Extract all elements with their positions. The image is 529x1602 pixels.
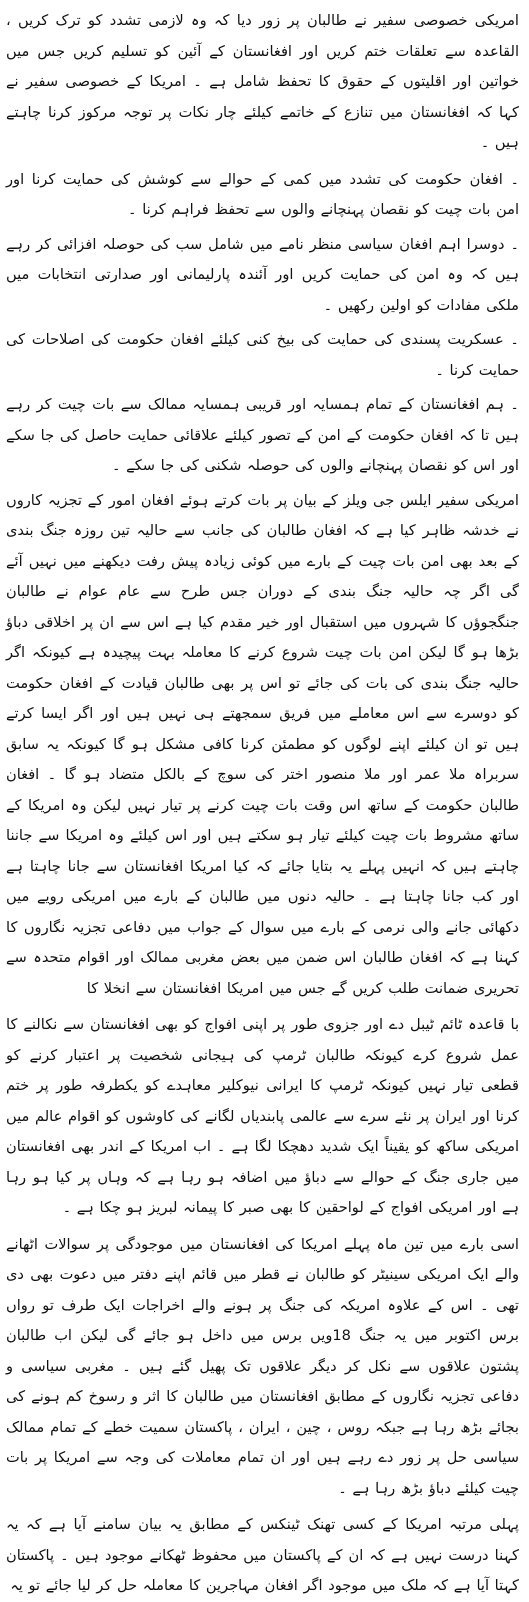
article-paragraph: ۔ عسکریت پسندی کی حمایت کی بیخ کنی کیلئے افغان حکومت کی اصلاحات کی حمایت کرنا ۔ (6, 331, 519, 379)
article-paragraph: با قاعدہ ٹائم ٹیبل دے اور جزوی طور پر اپنی افواج کو بھی افغانستان سے نکالنے کا عمل شروع کرے کیونکہ طالبان ٹرمپ کی ہیجانی شخصیت پر اعتبار کرنے کو قطعی تیار نہیں کیونکہ ٹرمپ کا ایرانی نیوکلیر معاہدے کو یکطرفہ طور پر ختم کرنا اور ایران پر نئے سرے سے عالمی پابندیاں لگانے کی کاوشوں کو اقوام عالم میں امریکی ساکھ کو یقیناً ایک شدید دھچکا لگا ہے ۔ اب امریکا کے اندر بھی افغانستان میں جاری جنگ کے حوالے سے دباؤ میں اضافہ ہو رہا ہے کہ وہاں پر کیا ہو رہا ہے اور امریکی افواج کے لواحقین کا بھی صبر کا پیمانہ لبریز ہو چکا ہے ۔ (6, 1016, 519, 1216)
article-paragraph: ۔ ہم افغانستان کے تمام ہمسایہ اور قریبی ہمسایہ ممالک سے بات چیت کر رہے ہیں تا کہ افغان حکومت کے امن کے تصور کیلئے علاقائی حمایت حاصل کی جا سکے اور اس کو نقصان پہنچانے والوں کی حوصلہ شکنی کی جا سکے ۔ (6, 396, 519, 474)
article-paragraph: ۔ دوسرا اہم افغان سیاسی منظر نامے میں شامل سب کی حوصلہ افزائی کر رہے ہیں کہ وہ امن کی حمایت کریں اور آئندہ پارلیمانی اور صدارتی انتخابات میں ملکی مفادات کو اولین رکھیں ۔ (6, 235, 519, 314)
article-paragraph: اسی بارے میں تین ماہ پہلے امریکا کی افغانستان میں موجودگی پر سوالات اٹھانے والے ایک امریکی سینیٹر کو طالبان نے قطر میں قائم اپنے دفتر میں دعوت بھی دی تھی ۔ اس کے علاوہ امریکہ کی جنگ پر ہونے والے اخراجات ایک طرف تو رواں برس اکتوبر میں یہ جنگ 18ویں برس میں داخل ہو جائے گی لیکن اب طالبان پشتون علاقوں سے نکل کر دیگر علاقوں تک پھیل گئے ہیں ۔ مغربی سیاسی و دفاعی تجزیہ نگاروں کے مطابق افغانستان میں طالبان کا اثر و رسوخ کم ہونے کی بجائے بڑھ رہا ہے جبکہ روس ، چین ، ایران ، پاکستان سمیت خطے کے تمام ممالک سیاسی حل پر زور دے رہے ہیں اور ان تمام معاملات کی وجہ سے امریکا پر بات چیت کیلئے دباؤ بڑھ رہا ہے ۔ (6, 1235, 519, 1497)
article-paragraph: ۔ افغان حکومت کی تشدد میں کمی کے حوالے سے کوشش کی حمایت کرنا اور امن بات چیت کو نقصان پہنچانے والوں سے تحفظ فراہم کرنا ۔ (6, 170, 519, 218)
article-paragraph: پہلی مرتبہ امریکا کے کسی تھنک ٹینکس کے مطابق یہ بیان سامنے آیا ہے کہ یہ کہنا درست نہیں ہے کہ ان کے پاکستان میں محفوظ ٹھکانے موجود ہیں ۔ پاکستان کہتا آیا ہے کہ ملک میں موجود اگر افغان مہاجرین کا معاملہ حل کر لیا جائے تو یہ (6, 1516, 519, 1594)
article-paragraph: امریکی خصوصی سفیر نے طالبان پر زور دیا کہ وہ لازمی تشدد کو ترک کریں ، القاعدہ سے تعلقات ختم کریں اور افغانستان کے آئین کو تسلیم کریں جس میں خواتین اور اقلیتوں کے حقوق کا تحفظ شامل ہے ۔ امریکا کے خصوصی سفیر نے کہا کہ افغانستان میں تنازع کے خاتمے کیلئے چار نکات پر توجہ مرکوز کرنا چاہتے ہیں ۔ (6, 12, 519, 151)
article-paragraph: امریکی سفیر ایلس جی ویلز کے بیان پر بات کرتے ہوئے افغان امور کے تجزیہ کاروں نے خدشہ ظاہر کیا ہے کہ افغان طالبان کی جانب سے حالیہ تین روزہ جنگ بندی کے بعد بھی امن بات چیت کے بارے میں کوئی زیادہ پیش رفت دیکھنے میں نہیں آئے گی اگر چہ حالیہ جنگ بندی کے دوران جس طرح سے عام عوام نے طالبان جنگجوؤں کا شہروں میں استقبال اور خیر مقدم کیا ہے اس سے ان پر اخلاقی دباؤ بڑھا ہو گا لیکن امن بات چیت شروع کرنے کا معاملہ بہت پیچیدہ ہے کیونکہ اگر حالیہ جنگ بندی کی بات کی جائے تو اس پر بھی طالبان قیادت کے افغان حکومت کو دوسرے سے اس معاملے میں فریق سمجھتے ہی نہیں ہیں اور اگر ایسا کرتے ہیں تو ان کیلئے اپنے لوگوں کو مطمئن کرنا کافی مشکل ہو گا کیونکہ یہ سابق سربراہ ملا عمر اور ملا منصور اختر کی سوچ کے بالکل متضاد ہو گا ۔ افغان طالبان حکومت کے ساتھ اس وقت بات چیت کرنے پر تیار نہیں لیکن وہ امریکا کے ساتھ مشروط بات چیت کیلئے تیار ہو سکتے ہیں اور اس کیلئے وہ امریکا سے جاننا چاہتے ہیں کہ انہیں پہلے یہ بتایا جائے کہ کیا امریکا افغانستان سے جانا چاہتا ہے اور کب جانا چاہتا ہے ۔ حالیہ دنوں میں طالبان کے بارے میں امریکی رویے میں دکھائی جانے والی نرمی کے بارے میں سوال کے جواب میں دفاعی تجزیہ نگاروں کا کہنا ہے کہ افغان طالبان اس ضمن میں بعض مغربی ممالک اور اقوام متحدہ سے تحریری ضمانت طلب کریں گے جس میں امریکا افغانستان سے انخلا کا (6, 491, 519, 997)
